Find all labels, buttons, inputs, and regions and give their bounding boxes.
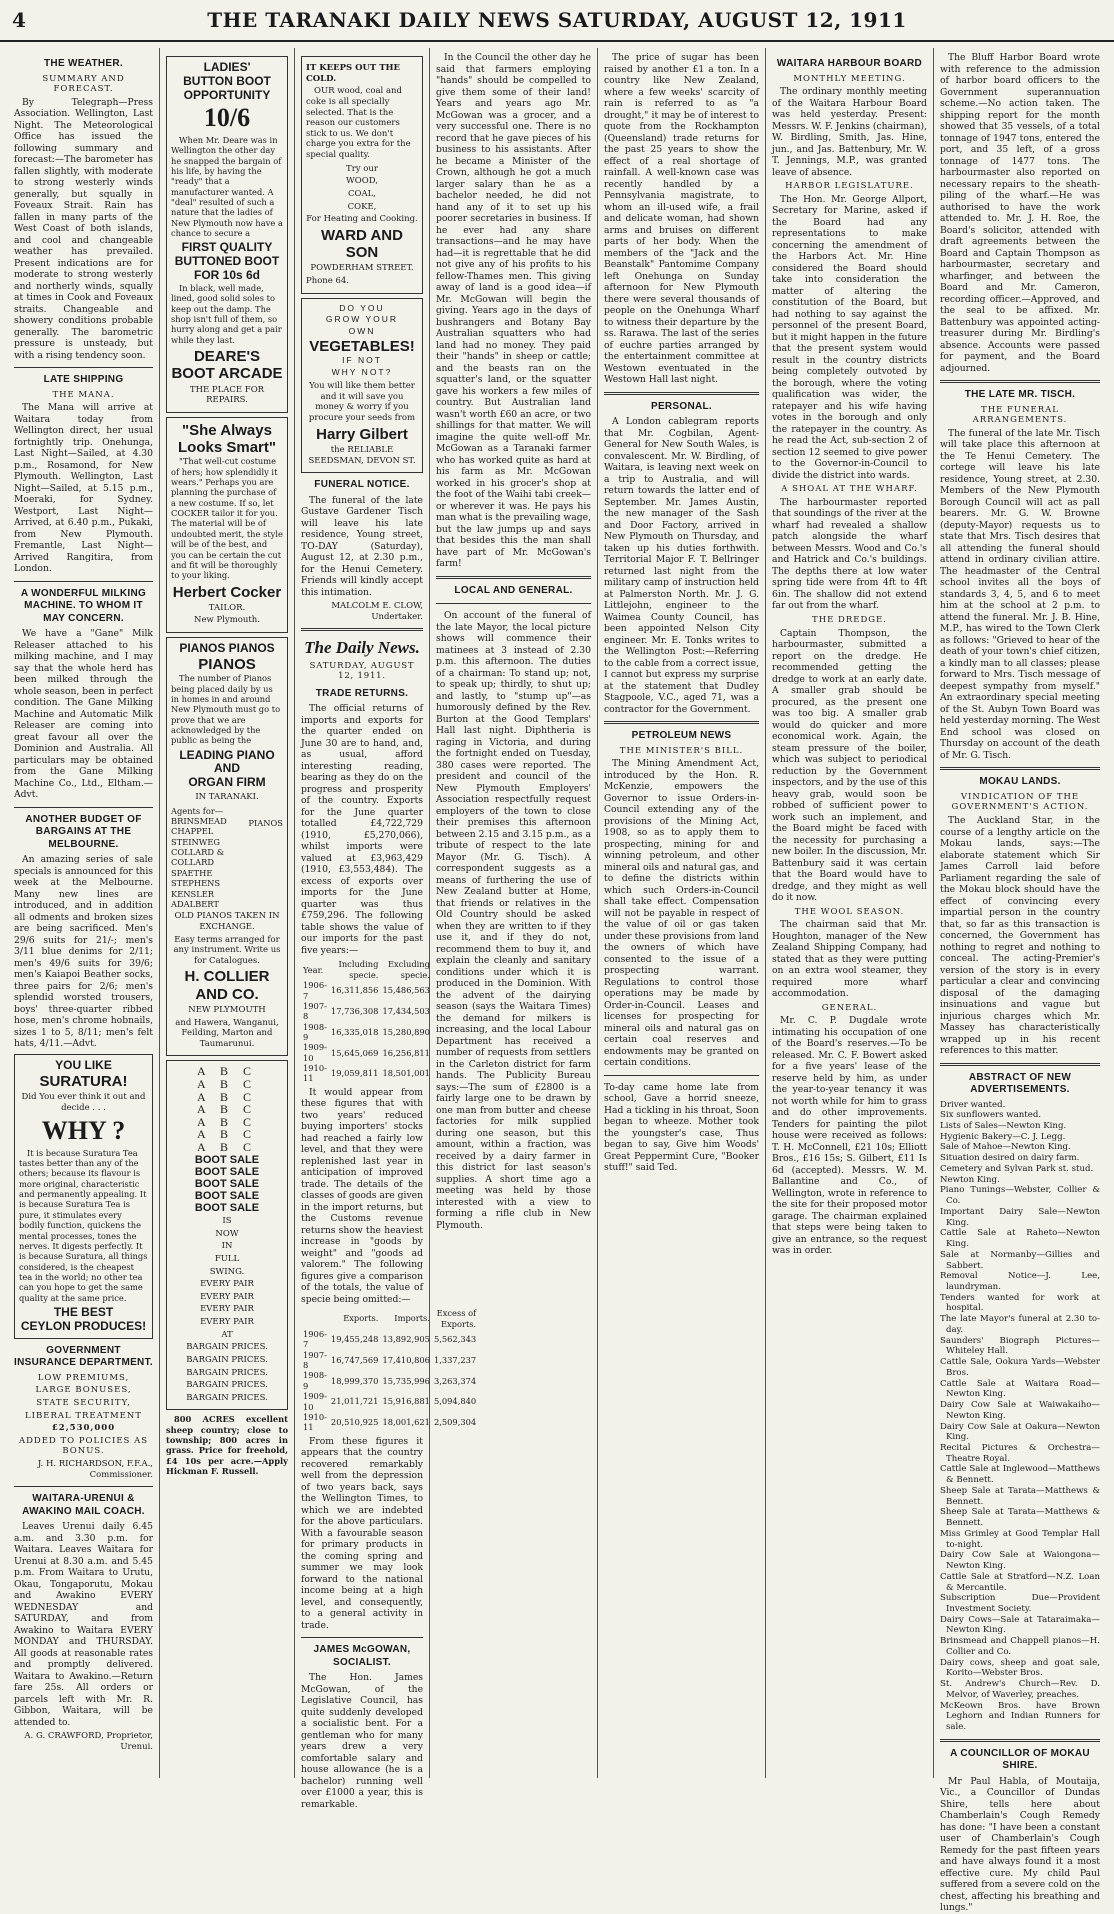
cocker-town: New Plymouth. [194, 615, 260, 626]
wool-text: The chairman said that Mr. Houghton, manager of the New Zealand Shipping Company, had stated that as they were putting on an extra wool steamer, they required more wharf accommodation. [772, 919, 927, 1000]
first-quality-3: FOR 10s 6d [193, 268, 261, 283]
dredge-heading: THE DREDGE. [812, 614, 887, 625]
shipping-heading: LATE SHIPPING [43, 374, 124, 386]
abc-line: A B C [196, 1127, 257, 1142]
is-now-line: NOW [215, 1228, 239, 1239]
suratura-line-1: YOU LIKE [55, 1057, 112, 1072]
weather-article: By Telegraph—Press Association. Wellington, Last Night. The Meteorological Office has issued the following summary and forecast:—The barometer has fallen slightly, with moderate to strong westerly winds generally, but squally in Foveaux Strait. Rain has fallen in many parts of the West Coast of both islands, and cool and changeable weather has prevailed. Present indications are for moderate to strong westerly and northerly winds, squally at times in Cook and Foveaux straits. Changeable and showery conditions probable generally. The barometric pressure is unsteady, but with a rising tendency soon. [14, 96, 153, 361]
first-quality-2: BUTTONED BOOT [174, 254, 280, 269]
agents-heading: Agents for— [171, 805, 224, 816]
govt-line: STATE SECURITY, [36, 1397, 131, 1408]
boot-sale-line: BOOT SALE [194, 1165, 260, 1178]
abc-line: A B C [196, 1076, 257, 1091]
coal-list-item: COAL, [348, 188, 376, 199]
abstract-item: Dairy cows, sheep and goat sale, Korito—Webster Bros. [940, 1657, 1100, 1679]
abstract-item: Six sunflowers wanted. [940, 1110, 1042, 1121]
gilbert-desc: the RELIABLE SEEDSMAN, DEVON ST. [308, 444, 416, 466]
table-row: 1908-9 16,335,018 15,280,890 [303, 1021, 430, 1042]
collier-branches: and Hawera, Wanganui, Feilding, Marton and Taumarunui. [175, 1017, 279, 1049]
ladies-price: 10/6 [203, 103, 251, 133]
cocker-trade: TAILOR. [208, 602, 246, 613]
table-row: 1907-8 17,736,308 17,434,503 [303, 1000, 430, 1022]
column-5 [598, 48, 766, 1778]
collier-name: H. COLLIER AND CO. [184, 968, 270, 1003]
trade-text-2: It would appear from these figures that with two years' reduced buying importers' stocks had reached a fairly low level, and that they were replenished last year in anticipation of improved trade. The details of the classes of goods are given in the import returns, but the Customs revenue returns show the heaviest increase in "goods by weight" and "goods ad valorem." The following figures give a comparison of the totals, the value of specie being omitted:— [301, 1086, 423, 1305]
collier-piano-ad [166, 637, 288, 1056]
abstract-item: Dairy Cow Sale at Waiwakaiho—Newton King. [940, 1400, 1100, 1421]
milking-article: We have a "Gane" Milk Releaser attached to his milking machine, and I may say that the whole herd has been milked through the whole season, been in perfect condition. The Gane Milking Machine and Automatic Milk Releaser are coming into great favour all over the Dominion and Australia. All particulars may be obtained from the Gane Milking Machine Co., Ltd., Eltham.—Advt. [14, 628, 153, 801]
shoal-heading: A SHOAL AT THE WHARF. [781, 484, 918, 495]
petroleum-text: The Mining Amendment Act, introduced by the Hon. R. McKenzie, empowers the Governor to issue Orders-in-Council extending any of the provisions of the Mining Act, 1908, so as to apply them to prospecting, mining for and winning petroleum, and other mineral oils and natural gas, and to define the districts within which such Orders-in-Council shall take effect. Compensation will not be payable in respect of the value of oil or gas taken under these provisions from land the owners of which have consented to the issue of a prospecting warrant. Regulations to control those operations may be made by Order-in-Council. Leases and licenses for prospecting for mineral oils and natural gas on certain coal reserves and endowments may be granted on certain conditions. [604, 758, 759, 1069]
table-row: 1906-7 19,455,248 13,892,905 5,562,343 [303, 1328, 477, 1350]
mokau-text: The Auckland Star, in the course of a lengthy article on the Mokau lands, says:—The elaborate statement which Sir James Carroll laid before Parliament regarding the sale of the Mokau block should have the effect of convincing every impartial person in the country that, so far as this transaction is concerned, the Government has nothing to regret and nothing to conceal. The acting-Premier's version of the story is in every particular a clear and convincing disposal of the damaging insinuations and vague but injurious charges which Mr. Massey has characteristically wrapped up in his recent references to this matter. [940, 815, 1100, 1056]
abstract-item: Dairy Cow Sale at Oakura—Newton King. [940, 1421, 1100, 1443]
funeral-notice-heading: FUNERAL NOTICE. [314, 479, 410, 491]
easy-terms: Easy terms arranged for any instrument. Write us for Catalogues. [173, 934, 281, 966]
ward-street: POWDERHAM STREET. [310, 263, 414, 274]
column-4 [430, 48, 598, 1778]
agents-right: PIANOS [248, 817, 283, 828]
abstract-item: Lists of Sales—Newton King. [940, 1120, 1067, 1131]
abstract-item: Dairy Cow Sale at Waiongona—Newton King. [940, 1550, 1100, 1572]
milking-heading: A WONDERFUL MILKING MACHINE. TO WHOM IT MAY CONCERN. [20, 587, 147, 624]
mail-coach-text: Leaves Urenui daily 6.45 a.m. and 3.30 p.m. for Waitara. Leaves Waitara for Urenui at 8.30 a.m. and 5.45 p.m. From Waitara to Urutu, Okau, Tongaporutu, Mokau and Awakino EVERY WEDNESDAY and SATURDAY, and from Awakino to Waitara EVERY MONDAY and THURSDAY. All goods at reasonable rates and promptly delivered. Waitara to Awakino.—Return fare 25s. All orders or parcels left with Mr. R. Gibbon, Waitara, will be attended to. [14, 1521, 153, 1728]
abstract-item: Sale at Normanby—Gillies and Sabbert. [940, 1249, 1100, 1271]
table-row: 1909-10 21,011,721 15,916,881 5,094,840 [303, 1391, 477, 1412]
ladies-line-2: BUTTON BOOT [183, 73, 271, 88]
newspaper-title: THE TARANAKI DAILY NEWS SATURDAY, AUGUST 12, 1911 [207, 8, 907, 32]
pianos-top: PIANOS PIANOS [179, 641, 275, 656]
govt-line: £2,530,000 [51, 1423, 116, 1434]
suratura-text: It is because Suratura Tea tastes better than any of the others; because its flavour is more original, characteristic and permanently appealing. It is because Suratura Tea is pure, it stimulates every bodily function, quickens the mental processes, tones the nerves. It digests perfectly. It is because Suratura, all things considered, is the cheapest tea in the world; no other tea can you hope to get the same quality at the same price. [19, 1147, 148, 1303]
table-row: 1907-8 16,747,569 17,410,806 1,337,237 [303, 1349, 477, 1371]
govt-signature: J. H. RICHARDSON, F.F.A., Commissioner. [37, 1459, 153, 1480]
abstract-item: Cattle Sale at Waitara Road—Newton King. [940, 1378, 1100, 1400]
exports-table: Exports. Imports. Excess of Exports. 1906-7 19,455,248 13,892,905 5,562,343 1907-8 16,747,569 17,410,806 1,337,237 1908-9 18,999,370 15,735,996 3,263,374 1909-10 21,011,721 15,916,881 5,094,840 1910-11 20,510,925 18,001,621 2,509,304 [303, 1308, 477, 1433]
abstract-item: St. Andrew's Church—Rev. D. Melvor, of Waverley, preaches. [940, 1679, 1100, 1700]
abstract-heading: ABSTRACT OF NEW ADVERTISEMENTS. [968, 1071, 1072, 1095]
smart-text: "That well-cut costume of hers; how splendidly it wears." Perhaps you are planning the purchase of a new costume. If so, let COCKER tailor it for you. The material will be of undoubted merit, the style will be of the best, and you can be certain the cut and fit will be thoroughly to your liking. [171, 456, 283, 581]
trade-heading: TRADE RETURNS. [315, 687, 409, 699]
mcgowan-heading: JAMES McGOWAN, SOCIALIST. [313, 1644, 411, 1668]
ladies-text: When Mr. Deare was in Wellington the other day he snapped the bargain of his life, by having the "ready" that a manufacturer wanted. A "deal" resulted of such a nature that the ladies of New Plymouth now have a chance to secure a [171, 134, 283, 239]
ladies-boot-ad [166, 56, 288, 413]
coal-list-item: WOOD, [346, 176, 378, 187]
bargain-line: BARGAIN PRICES. [186, 1392, 268, 1403]
every-pair-line: EVERY PAIR [200, 1279, 254, 1290]
shire-text: Mr Paul Habla, of Moutaija, Vic., a Councillor of Dundas Shire, tells here about Chamberlain's Cough Remedy has done: "I have been a constant user of Chamberlain's Cough Remedy for the past fifteen years and have always found it a most effective cure. My child Paul suffered from a severe cold on the chest, affecting his breathing and lungs." [940, 1775, 1100, 1914]
abstract-item: Driver wanted. [940, 1099, 1006, 1110]
old-pianos: OLD PIANOS TAKEN IN EXCHANGE. [174, 911, 280, 932]
abstract-item: Brinsmead and Chappell pianos—H. Collier and Co. [940, 1636, 1100, 1657]
is-now-line: IN [221, 1241, 233, 1252]
abstract-item: Sheep Sale at Tarata—Matthews & Bennett. [940, 1485, 1100, 1507]
editorial-date: SATURDAY, AUGUST 12, 1911. [309, 660, 415, 682]
mokau-subheading: VINDICATION OF THE GOVERNMENT'S ACTION. [951, 791, 1089, 813]
mokau-heading: MOKAU LANDS. [979, 776, 1061, 788]
deare-line-1: DEARE'S [193, 348, 261, 366]
abstract-item: Newton King. [940, 1174, 1000, 1185]
mail-coach-heading: WAITARA-URENUI & AWAKINO MAIL COACH. [22, 1493, 145, 1517]
suratura-best: THE BEST [53, 1305, 114, 1320]
abstract-list [940, 1100, 1100, 1733]
newspaper-page [8, 48, 1106, 1914]
budget-heading: ANOTHER BUDGET OF BARGAINS AT THE MELBOURNE. [25, 813, 142, 850]
every-pair-line: EVERY PAIR [200, 1317, 254, 1328]
trade-text-3: From these figures it appears that the country recovered remarkably well from the depression of two years back, says the Wellington Times, to which we are indebted for the above particulars. With a favourable season for primary products in the coming spring and summer we may look forward to the national income being at a high level, and consequently, to a general activity in trade. [301, 1435, 423, 1631]
budget-article: An amazing series of sale specials is announced for this week at the Melbourne. Many new lines are introduced, and in addition all odments and broken sizes are being sacrificed. Men's 29/6 suits for 21/-; men's 3/11 blue denims for 2/11; men's 49/6 suits for 39/6; men's Kaiapoi Beather socks, three pairs for 2/6; men's splendid worsted trousers, boys' three-quarter ribbed hose, men's chrome hobnails, sizes 1 to 5, 8/11; men's felt hats, 4/11.—Advt. [14, 854, 153, 1050]
veg-line: DO YOU [339, 302, 385, 313]
dredge-text: Captain Thompson, the harbourmaster, submitted a report on the dredge. He recommended getting the dredge to work at an early date. A smaller grab should be procured, as the present one was too big. A smaller grab would do quicker and more economical work. Again, the steam pressure of the boiler, which was subject to periodical reduction by the Government inspectors, and by the use of this heavy grab, would soon be robbed of sufficient power to work such an implement, and the Board might be faced with the necessity for purchasing a new boiler. In the discussion, Mr. Battenbury said it was certain that the Board would have to dredge, and they might as well do it now. [772, 627, 927, 903]
abstract-item: Cattle Sale at Inglewood—Matthews & Bennett. [940, 1464, 1100, 1486]
collier-town: NEW PLYMOUTH [188, 1004, 266, 1015]
abstract-item: Cattle Sale, Ookura Yards—Webster Bros. [940, 1357, 1100, 1378]
weather-heading: THE WEATHER. [44, 58, 123, 69]
abstract-item: Cattle Sale at Stratford—N.Z. Loan & Mercantile. [940, 1571, 1100, 1593]
acres-ad: 800 ACRES excellent sheep country; close to township; 800 acres in grass. Price for freehold, £4 10s per acre.—Apply Hickman F. Russell. [166, 1414, 288, 1477]
shipping-subheading: THE MANA. [52, 389, 115, 400]
ladies-line-1: LADIES' [203, 60, 251, 74]
column-2 [160, 48, 295, 1778]
mcgowan-continued: In the Council the other day he said that farmers employing "hands" should be compelled to give them some of their land! Years and years ago Mr. McGowan was a grocer, and a very successful one. There is no record that he gave pieces of his business to his assistants. After he became a Minister of the Crown, although he got a much larger salary than he as a bachelor needed, he did not hand any of it to set up his poorer secretaries in business. If he ever had any share transactions—and he may have had—it is regrettable that he did not give any of his profits to his fellow-Thames men. This giving away of land is a good idea—if Mr. McGowan will begin the giving. Years ago in the days of bushrangers and Botany Bay Australian squatters who had land had no money. They paid their "hands" in sheep or cattle; and the beasts ran on the squatter's land, or the squatter gave his workers a few miles of country. But Australian land wasn't worth £60 an acre, or two shillings for that matter. We will imagine the quite well-off Mr. McGowan as a Taranaki farmer who has worked quite as hard at his farm as Mr. McGowan worked in his grocer's shop at the foot of the Waihi tabi creek—or wherever it was. He pays his man what is the prevailing wage, but the law jumps up and says that besides this the man shall have part of Mr. McGowan's farm! [436, 52, 591, 569]
boot-sale-line: BOOT SALE [194, 1201, 260, 1214]
suratura-why: WHY ? [41, 1116, 126, 1146]
veg-line: IF NOT [342, 355, 382, 366]
agent-name: STEPHENS [171, 878, 221, 889]
legislature-text: The Hon. Mr. George Allport, Secretary for Marine, asked if the Board had any representations to make concerning the amendment of the Harbors Act. Mr. Hine considered the Board should take into consideration the matter of altering the constitution of the Board, but had nothing to say against the personnel of the present Board, but it might happen in the future that the present system would result in the country districts being completely outvoted by the borough, where the voting qualification was wider, the ratepayer and his wife having votes in the borough and only the ratepayer in the country. As he read the Act, sub-section 2 of section 12 seemed to give power to the Governor-in-Council to divide the district into wards. [772, 193, 927, 481]
gilbert-seeds-ad [301, 298, 423, 474]
veg-big: VEGETABLES! [309, 338, 415, 356]
ladies-line-3: OPPORTUNITY [183, 87, 271, 102]
mail-coach-signature: A. G. CRAWFORD, Proprietor, Urenui. [24, 1731, 153, 1752]
govt-line: LIBERAL TREATMENT [25, 1410, 142, 1421]
suratura-line-3: Did You ever think it out and decide . . . [21, 1091, 146, 1113]
govt-line: ADDED TO POLICIES AS BONUS. [18, 1435, 149, 1457]
column-6 [766, 48, 934, 1778]
leading-1: LEADING PIANO AND [179, 747, 275, 776]
shire-heading: A COUNCILLOR OF MOKAU SHIRE. [950, 1747, 1090, 1772]
peppermint-cure-ad: To-day came home late from school, Gave a horrid sneeze, Had a tickling in his throat, Soon began to wheeze. Mother took the youngster's case, Thus began to say, Give him Woods' Great Peppermint Cure, "Booker stuff!" said Ted. [604, 1081, 759, 1174]
funeral-notice-text: The funeral of the late Gustave Gardener Tisch will leave his late residence, Young street, TO-DAY (Saturday), August 12, at 2.30 p.m., for the Henui Cemetery. Friends will kindly accept this intimation. [301, 494, 423, 598]
agent-name: STEINWEG [171, 836, 221, 847]
leading-3: IN TARANAKI. [195, 792, 259, 803]
abstract-item: Situation desired on dairy farm. [940, 1153, 1080, 1164]
at-word: AT [221, 1329, 233, 1340]
table-row: 1910-11 19,059,811 18,501,001 [303, 1063, 430, 1084]
smart-line-2: Looks Smart" [178, 439, 276, 457]
every-pair-line: EVERY PAIR [200, 1304, 254, 1315]
first-quality-1: FIRST QUALITY [181, 240, 273, 255]
bargain-line: BARGAIN PRICES. [186, 1367, 268, 1378]
coal-list-item: For Heating and Cooking. [306, 214, 418, 225]
general-text: Mr. C. P. Dugdale wrote intimating his occupation of one of the Board's reserves.—To be released. Mr. C. F. Bowert asked for a five years' lease of the reserve held by him, as under the year-to-year tenancy it was not worth while for him to grass and do other improvements. Tenders for painting the pilot house were received as follows: T. H. McConnell, £21 10s; Elliott Bros., £16 15s; S. Gilbert, £11 Is 6d (accepted). Messrs. W. M. Ballantine and Co., of Wellington, wrote in reference to the site for their proposed motor garage. The chairman explained that steps were being taken to give an entrance, so the request was in order. [772, 1015, 927, 1257]
trade-text: The official returns of imports and exports for the quarter ended on June 30 are to hand, and, as usual, afford interesting reading, bearing as they do on the progress and prosperity of the country. Exports for the June quarter totalled £4,722,729 (1910, £5,270,066), whilst imports were valued at £3,963,429 (1910, £3,553,484). The excess of exports over imports for the June quarter was thus £759,296. The following table shows the value of our imports for the past five years:— [301, 703, 423, 956]
govt-insurance-heading: GOVERNMENT INSURANCE DEPARTMENT. [14, 1344, 153, 1369]
local-general-text: On account of the funeral of the late Mayor, the local picture shows will commence their matinees at 3 instead of 2.30 p.m. this afternoon. The duties of a chairman: To stand up; not, to speak up; thirdly, to shut up; and lastly, to "stump up"—as humorously defined by the Rev. Burton at the Good Templars' Hall last night. Diphtheria is raging in Victoria, and during the fortnight ended on Tuesday, 380 cases were reported. The president and council of the New Plymouth Employers' Association respectfully request employers of the town to close their premises this afternoon between 2.15 and 3.15 p.m., as a tribute of respect to the late Mayor (Mr. G. Tisch). A correspondent suggests as a means of furthering the use of New Zealand butter at Home, that friends or relatives in the Old Country should be asked when they are written to if they use it, and if they do not, recommend them to buy it, and explain the cleanly and sanitary conditions under which it is produced in the Dominion. With the advent of the dairying season (says the Waitara Times) the demand for milkers is increasing, and the local Labour Department has received a number of requests from settlers in the Carleton district for farm hands. The Publicity Bureau says:—The sum of £2800 is a fairly large one to be drawn by one man from butter and cheese factories for milk supplied during one season, but this amount, within a fraction, was received by a dairy farmer in this district for last season's supplies. A short time ago a meeting was held by those interested with a view to forming a rifle club in New Plymouth. [436, 610, 591, 1231]
veg-line: WHY NOT? [331, 367, 393, 378]
pianos-text: The number of Pianos being placed daily by us in homes in and around New Plymouth must go to prove that we are acknowledged by the public as being the [171, 673, 281, 746]
suratura-ad [14, 1054, 153, 1339]
agent-name: KENSLER [171, 888, 215, 899]
abstract-item: Sheep Sale at Tarata—Matthews & Bennett. [940, 1507, 1100, 1529]
boot-sale-line: BOOT SALE [194, 1153, 260, 1166]
ward-coal-ad [301, 56, 423, 294]
veg-line: GROW YOUR [325, 314, 399, 325]
gilbert-name: Harry Gilbert [316, 425, 408, 443]
harbour-board-heading: WAITARA HARBOUR BOARD [776, 58, 923, 69]
table-row: 1906-7 16,311,856 15,486,563 [303, 980, 430, 1001]
abstract-item: Important Dairy Sale—Newton King. [940, 1206, 1100, 1228]
veg-line: You will like them better and it will save you money & worry if you procure your seeds from [308, 381, 416, 424]
shipping-article: The Mana will arrive at Waitara today from Wellington direct, her usual fortnightly trip. Onehunga, Last Night—Sailed, at 4.30 p.m., Rosamond, for New Plymouth. Wellington, Last Night—Sailed, at 5.15 p.m., Moeraki, for Sydney. Westport, Last Night—Arrived, at 6.40 p.m., Pukaki, from New Plymouth. Fremantle, Last Night—Arrived Rangitira, from London. [14, 402, 153, 575]
petroleum-heading: PETROLEUM NEWS [631, 730, 732, 741]
agent-name: COLLARD & COLLARD [171, 847, 225, 868]
abstract-item: Miss Grimley at Good Templar Hall to-night. [940, 1528, 1100, 1550]
coal-list-item: COKE, [347, 201, 377, 212]
cocker-ad [166, 417, 288, 633]
bluff-harbor-text: The Bluff Harbor Board wrote with reference to the admission of harbor board officers to the Government superannuation scheme.—No action taken. The shipping report for the month showed that 35 vessels, of a total tonnage of 1947 tons, entered the port, and 35 left, of a gross tonnage of 1477 tons. The harbourmaster also reported on necessary repairs to the sheath-piling of the wharf.—He was authorised to have the work attended to. Mr. J. H. Roe, the Board's solicitor, attended with draft agreements between the Board and Captain Thompson as harbourmaster, secretary and wharfinger, and between the Board and Mr. Cameron, recording officer.—Approved, and the seal to be affixed. Mr. Battenbury was appointed acting-treasurer during Mr. Birdling's absence. Accounts were passed for payment, and the Board adjourned. [940, 52, 1100, 374]
harbour-board-text: The ordinary monthly meeting of the Waitara Harbour Board was held yesterday. Present: Messrs. W. F. Jenkins (chairman), W. Birdling, Smith, Jas. Hine, jun., and Jas. Battenbury, Mr. W. T. Jennings, M.P., was granted leave of absence. [772, 86, 927, 178]
column-1 [8, 48, 160, 1778]
abc-line: A B C [196, 1114, 257, 1129]
shoal-text: The harbourmaster reported that soundings of the river at the wharf had revealed a shallow patch alongside the wharf between Messrs. Wood and Co.'s and Hatrick and Co.'s buildings. The depths there at low water spring tide were from 4ft to 4ft 6in. The shallow did not extend far out from the wharf. [772, 496, 927, 612]
deare-line-3: THE PLACE FOR REPAIRS. [189, 384, 265, 406]
abstract-item: Piano Tunings—Webster, Collier & Co. [940, 1185, 1100, 1207]
pianos-big: PIANOS [198, 655, 256, 673]
veg-line: OWN [348, 326, 376, 337]
coal-text: OUR wood, coal and coke is all specially selected. That is the reason our customers stick to us. We don't charge you extra for the special quality. [306, 86, 411, 160]
deare-line-2: BOOT ARCADE [171, 365, 283, 383]
govt-line: LARGE BONUSES, [35, 1385, 132, 1396]
tisch-subheading: THE FUNERAL ARRANGEMENTS. [972, 404, 1068, 426]
legislature-heading: HARBOR LEGISLATURE. [785, 181, 914, 192]
is-now-line: IS [222, 1216, 232, 1227]
general-heading: GENERAL. [821, 1002, 878, 1013]
abstract-item: Cemetery and Sylvan Park st. stud. [940, 1163, 1094, 1174]
imports-table: Year. Including specie. Excluding specie. 1906-7 16,311,856 15,486,563 1907-8 17,736,308 17,434,503 1908-9 16,335,018 15,280,890 1909-10 15,645,069 16,256,811 1910-11 19,059,811 18,501,001 [303, 959, 430, 1084]
coal-list-item: Try our [346, 163, 378, 174]
agents-block [171, 806, 283, 910]
govt-line: LOW PREMIUMS, [37, 1372, 130, 1383]
mcgowan-text: The Hon. James McGowan, of the Legislative Council, has quite suddenly developed a socialistic bent. For a gentleman who for many years drew a very comfortable salary and house allowance (he is a bachelor) running well over £1000 a year, this is remarkable. [301, 1672, 423, 1810]
is-now-line: FULL [214, 1253, 240, 1264]
bargain-line: BARGAIN PRICES. [186, 1354, 268, 1365]
abc-line: A B C [196, 1064, 257, 1079]
local-general-heading: LOCAL AND GENERAL. [454, 584, 573, 596]
cocker-name: Herbert Cocker [172, 583, 282, 601]
is-now-line: SWING. [209, 1266, 245, 1277]
abstract-item: Dairy Cows—Sale at Tataraimaka—Newton King. [940, 1614, 1100, 1636]
agent-name: BRINSMEAD [171, 816, 227, 827]
page-number: 4 [12, 8, 26, 32]
abstract-item: Recital Pictures & Orchestra—Theatre Royal. [940, 1443, 1100, 1464]
weather-subheading: SUMMARY AND FORECAST. [42, 73, 125, 95]
bargain-line: BARGAIN PRICES. [186, 1342, 268, 1353]
first-quality-text: In black, well made, lined, good solid soles to keep out the damp. The shop isn't full of them, so hurry along and get a pair while they last. [171, 282, 282, 345]
abstract-item: The late Mayor's funeral at 2.30 to-day. [940, 1314, 1100, 1335]
smart-line-1: "She Always [182, 421, 272, 439]
abstract-item: Subscription Due—Provident Investment Society. [940, 1593, 1100, 1615]
abc-line: A B C [196, 1139, 257, 1154]
leading-2: ORGAN FIRM [188, 775, 266, 790]
tisch-heading: THE LATE MR. TISCH. [964, 389, 1076, 400]
local-general-continued: The price of sugar has been raised by another £1 a ton. In a country like New Zealand, where a few weeks' scarcity of rain is referred to as "a drought," it may be of interest to quote from the Rockhampton (Queensland) trade returns for the past 25 years to show the effect of a real shortage of rainfall. A well-known case was recently handled by a Pennsylvania magistrate, to whom an ill-used wife, a frail and delicate woman, had shown arms and bruises on different parts of her body. When the members of the "Jack and the Beanstalk" Pantomime Company left Onehunga on Sunday afternoon for New Plymouth there were several thousands of people on the Onehunga Wharf to witness their departure by the ss. Rarawa. The last of the series of euchre parties arranged by the entertainment committee at Westown eventuated in the Westown Hall last night. [604, 52, 759, 385]
table-row: 1908-9 18,999,370 15,735,996 3,263,374 [303, 1370, 477, 1391]
abstract-item: Removal Notice—J. Lee, laundryman. [940, 1271, 1100, 1292]
abc-line: A B C [196, 1089, 257, 1104]
abstract-item: Hygienic Bakery—C. J. Legg. [940, 1131, 1066, 1142]
abstract-item: Tenders wanted for work at hospital. [940, 1292, 1100, 1314]
daily-news-logo: The Daily News. [304, 638, 420, 658]
masthead [0, 0, 1114, 42]
agent-name: CHAPPEL [171, 826, 214, 837]
abc-line: A B C [196, 1102, 257, 1117]
table-row: 1910-11 20,510,925 18,001,621 2,509,304 [303, 1411, 477, 1433]
petroleum-subheading: THE MINISTER'S BILL. [619, 745, 744, 756]
agent-name: ADALBERT [171, 898, 219, 909]
abstract-item: Sale of Mahoe—Newton King. [940, 1142, 1071, 1153]
funeral-signature: MALCOLM E. CLOW, Undertaker. [331, 601, 423, 622]
boot-sale-line: BOOT SALE [194, 1177, 260, 1190]
column-7 [934, 48, 1106, 1914]
boot-sale-line: BOOT SALE [194, 1189, 260, 1202]
bargain-line: BARGAIN PRICES. [186, 1380, 268, 1391]
suratura-line-2: SURATURA! [39, 1072, 128, 1090]
ward-name: WARD AND SON [321, 226, 403, 261]
harbour-board-subheading: MONTHLY MEETING. [793, 73, 906, 84]
abstract-item: Saunders' Biograph Pictures—Whiteley Hall. [940, 1335, 1100, 1357]
personal-heading: PERSONAL. [650, 400, 713, 412]
abstract-item: McKeown Bros. have Brown Leghorn and Indian Runners for sale. [940, 1700, 1100, 1733]
agent-name: SPAETHE [171, 867, 213, 878]
personal-text: A London cablegram reports that Mr. Cogbilan, Agent-General for New South Wales, is convalescent. Mr. W. Birdling, of Waitara, is leaving next week on a trip to Australia, and will return towards the latter end of September. Mr. James Austin, the new manager of the Sash and Door Factory, arrived in New Plymouth on Thursday, and taken up his duties forthwith. Territorial Major F. T. Bellringer returned last night from the military camp of instruction held at Palmerston North. Mr. J. G. Littlejohn, engineer to the Waimea County Council, has been appointed Nelson City engineer. Mr. E. Tonks writes to the Wellington Post:—Referring to the cable from a correct issue, I cannot but express my surprise at the statement that Dudley Stagpoole, V.C., aged 71, was a contractor for the Government. [604, 416, 759, 715]
abstract-item: Cattle Sale at Raheto—Newton King. [940, 1228, 1100, 1250]
column-3 [295, 48, 477, 1810]
ward-phone: Phone 64. [306, 275, 350, 286]
every-pair-line: EVERY PAIR [200, 1291, 254, 1302]
tisch-text: The funeral of the late Mr. Tisch will take place this afternoon at the Te Henui Cemetery. The cortege will leave his late residence, Young street, at 2.30. Members of the New Plymouth Borough Council will act as pall bearers. Mr. G. W. Browne (deputy-Mayor) requests us to state that Mrs. Tisch desires that all attending the funeral should attend in ordinary civilian attire. The headmaster of the Central school invites all the boys of standards 3, 4, 5, and 6 to meet him at the school at 2 p.m. to attend the funeral. Mr. J. B. Hine, M.P., has wired to the Town Clerk as follows: "Grieved to hear of the death of your town's chief citizen, a kindly man to all classes; please forward to Mrs. Tisch message of deepest sympathy from myself." An extraordinary special meeting of the St. Aubyn Town Board was held yesterday morning. The West End school was closed on Thursday on account of the death of Mr. G. Tisch. [940, 427, 1100, 761]
suratura-ceylon: CEYLON PRODUCES! [20, 1318, 147, 1333]
keeps-out-cold: IT KEEPS OUT THE COLD. [306, 63, 401, 84]
wool-heading: THE WOOL SEASON. [794, 906, 905, 917]
abc-boot-sale-ad [166, 1060, 288, 1410]
table-row: 1909-10 15,645,069 16,256,811 [303, 1042, 430, 1063]
